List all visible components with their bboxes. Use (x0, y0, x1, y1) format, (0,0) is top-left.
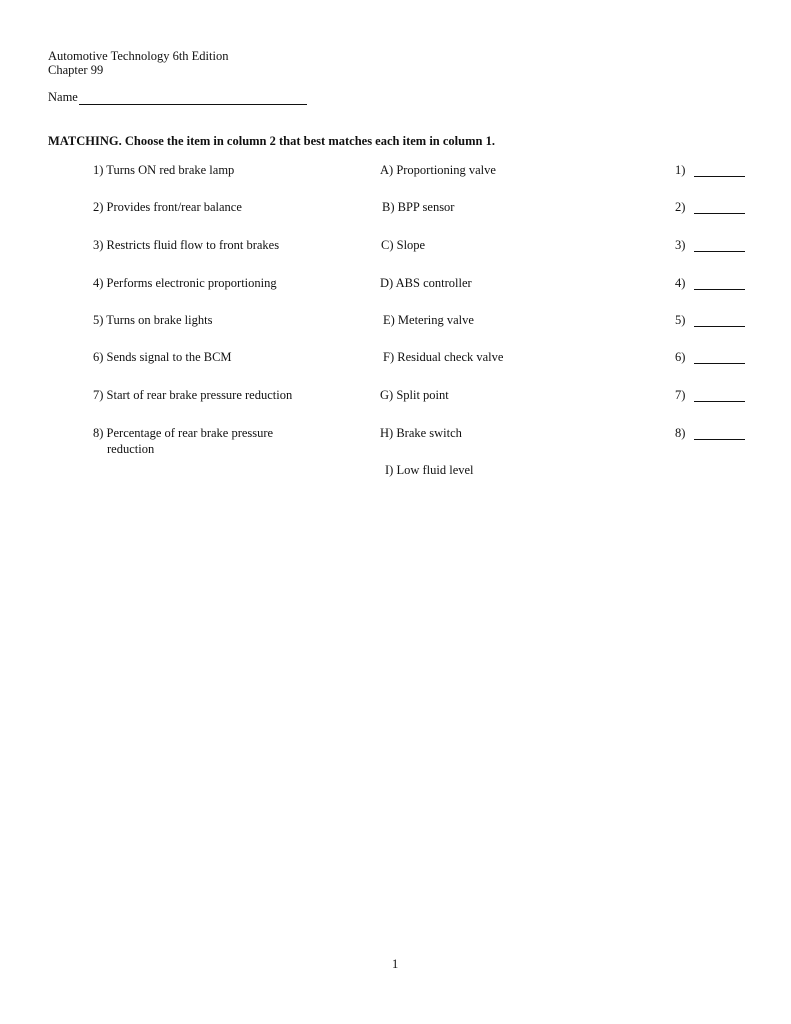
answer-number-3: 3) (675, 238, 686, 252)
answer-blank-3[interactable] (694, 251, 745, 252)
option-a: A) Proportioning valve (380, 163, 496, 177)
answer-number-4: 4) (675, 276, 686, 290)
question-7: 7) Start of rear brake pressure reduction (93, 388, 293, 402)
question-3: 3) Restricts fluid flow to front brakes (93, 238, 280, 252)
answer-number-8: 8) (675, 426, 686, 440)
answer-blank-2[interactable] (694, 213, 745, 214)
option-h: H) Brake switch (380, 426, 462, 440)
answer-blank-4[interactable] (694, 289, 745, 290)
name-blank[interactable] (79, 91, 307, 105)
page-number: 1 (392, 957, 399, 971)
question-8-line1: 8) Percentage of rear brake pressure (93, 426, 274, 440)
answer-blank-6[interactable] (694, 363, 745, 364)
answer-blank-5[interactable] (694, 326, 745, 327)
option-i: I) Low fluid level (385, 463, 474, 477)
option-c: C) Slope (381, 238, 426, 252)
name-label: Name (48, 90, 78, 104)
answer-blank-8[interactable] (694, 439, 745, 440)
answer-number-1: 1) (675, 163, 686, 177)
answer-blank-7[interactable] (694, 401, 745, 402)
question-8 (93, 425, 273, 457)
option-g: G) Split point (380, 388, 449, 402)
answer-number-2: 2) (675, 200, 686, 214)
option-d: D) ABS controller (380, 276, 472, 290)
answer-number-5: 5) (675, 313, 686, 327)
question-2: 2) Provides front/rear balance (93, 200, 242, 214)
option-f: F) Residual check valve (383, 350, 504, 364)
question-8-line2: reduction (107, 442, 155, 456)
instructions: MATCHING. Choose the item in column 2 that best matches each item in column 1. (48, 134, 495, 148)
answer-number-6: 6) (675, 350, 686, 364)
course-title: Automotive Technology 6th Edition (48, 49, 229, 63)
answer-blank-1[interactable] (694, 176, 745, 177)
chapter-label: Chapter 99 (48, 63, 104, 77)
option-e: E) Metering valve (383, 313, 474, 327)
question-1: 1) Turns ON red brake lamp (93, 163, 235, 177)
answer-number-7: 7) (675, 388, 686, 402)
question-4: 4) Performs electronic proportioning (93, 276, 277, 290)
name-field (48, 90, 307, 105)
option-b: B) BPP sensor (382, 200, 455, 214)
question-5: 5) Turns on brake lights (93, 313, 213, 327)
question-6: 6) Sends signal to the BCM (93, 350, 232, 364)
